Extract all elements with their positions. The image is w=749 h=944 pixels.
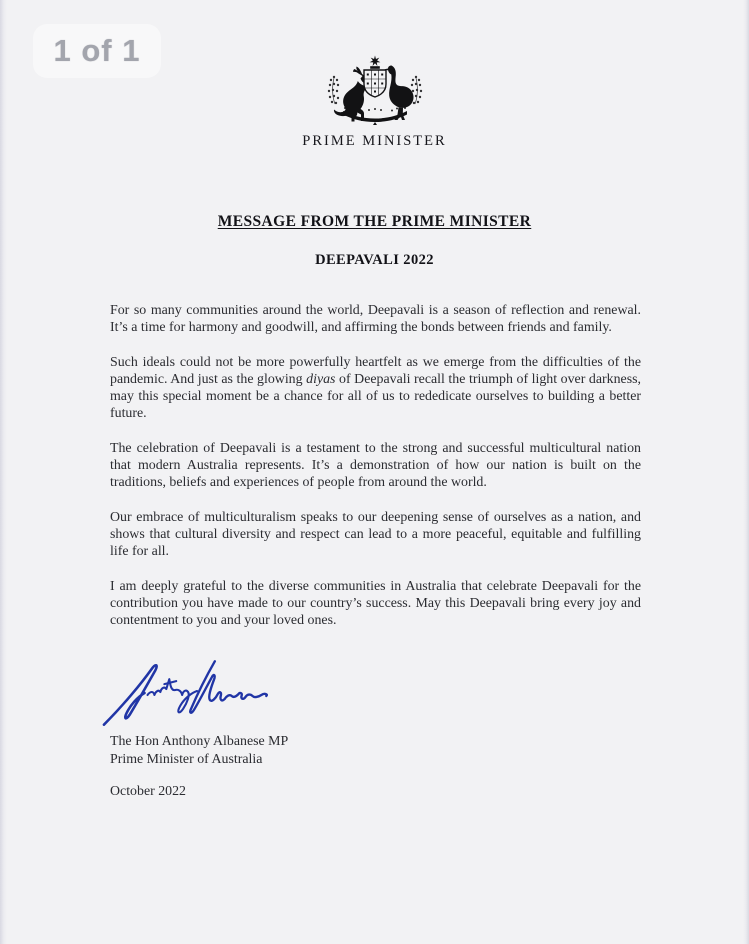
paragraph-segment: Our embrace of multiculturalism speaks to our deepening sense of ourselves as a nation, and shows that cultural diversity and respect can lead to a more peaceful, equitable and fulfilling life for all. <box>110 509 641 560</box>
letter-subtitle: DEEPAVALI 2022 <box>315 252 434 268</box>
letter-paragraph <box>110 302 641 337</box>
office-title: PRIME MINISTER <box>302 133 447 149</box>
paragraph-segment: The celebration of Deepavali is a testament to the strong and successful multicultural nation that modern Australia represents. It’s a demonstration of how our nation is built on the traditions, beliefs and experiences of people from around the world. <box>110 440 641 491</box>
letter-paragraph <box>110 509 641 561</box>
letter-paragraph <box>110 440 641 492</box>
signoff-role: Prime Minister of Australia <box>110 752 263 767</box>
australian-coat-of-arms-icon <box>324 54 426 126</box>
letter-date: October 2022 <box>110 784 186 799</box>
letter-title: MESSAGE FROM THE PRIME MINISTER <box>217 213 532 230</box>
letter-paragraph <box>110 578 641 630</box>
signature-image <box>98 653 296 731</box>
paragraph-segment: For so many communities around the world, Deepavali is a season of reflection and renewal. It’s a time for harmony and goodwill, and affirming the bonds between friends and family. <box>110 303 641 336</box>
signoff-name: The Hon Anthony Albanese MP <box>110 734 289 749</box>
letter-paragraph <box>110 354 641 423</box>
paragraph-segment: I am deeply grateful to the diverse communities in Australia that celebrate Deepavali for the contribution you have made to our country’s success. May this Deepavali bring every joy and contentment to you and your loved ones. <box>110 578 641 629</box>
paragraph-segment: of Deepavali recall the triumph of light over darkness, may this special moment be a chance for all of us to rededicate ourselves to building a better future. <box>110 371 641 422</box>
page-indicator-label: 1 of 1 <box>53 33 141 68</box>
paragraph-segment: Such ideals could not be more powerfully heartfelt as we emerge from the difficulties of the pandemic. And just as the glowing <box>110 354 641 387</box>
letter-body <box>110 302 641 646</box>
signature-ink-icon <box>98 653 296 731</box>
signoff-block <box>110 733 288 769</box>
paragraph-segment: diyas <box>306 371 336 387</box>
